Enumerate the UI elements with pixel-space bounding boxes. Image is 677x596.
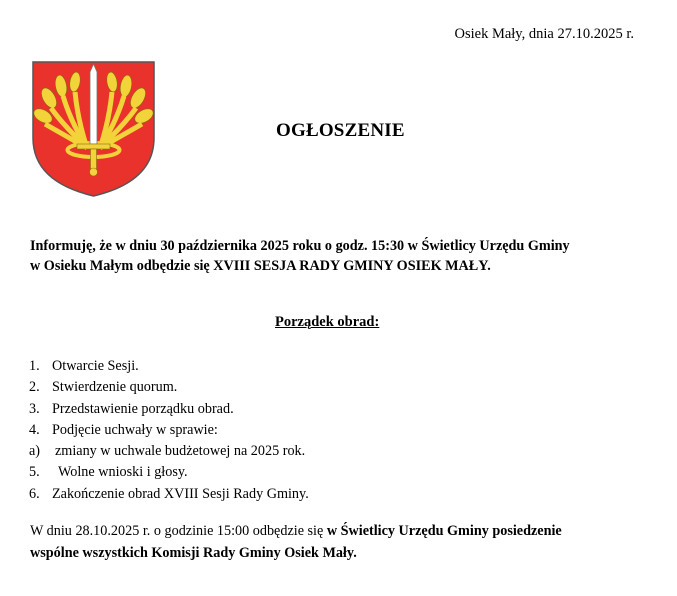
agenda-item-text: Stwierdzenie quorum. [52, 379, 178, 396]
agenda-item-text: Przedstawienie porządku obrad. [52, 400, 234, 417]
agenda-item-3 [29, 399, 309, 420]
agenda-item-text: Otwarcie Sesji. [52, 358, 139, 374]
coat-of-arms-logo [31, 60, 156, 198]
intro-paragraph [30, 236, 640, 276]
agenda-list [29, 356, 309, 505]
agenda-item-6 [29, 484, 309, 505]
agenda-heading: Porządek obrad: [275, 314, 380, 330]
agenda-item-number: 5. [29, 464, 40, 481]
agenda-item-5 [29, 462, 309, 483]
agenda-item-number: 6. [29, 485, 40, 502]
page-title: OGŁOSZENIE [276, 120, 405, 141]
agenda-subitem-a [29, 441, 309, 462]
agenda-item-number: 4. [29, 421, 40, 438]
note-line-1-bold: w Świetlicy Urzędu Gminy posiedzenie [326, 523, 562, 539]
intro-line-2: w Osieku Małym odbędzie się XVIII SESJA RADY GMINY OSIEK MAŁY. [30, 258, 491, 274]
agenda-item-1 [29, 356, 309, 377]
agenda-item-text: Zakończenie obrad XVIII Sesji Rady Gminy. [52, 485, 309, 502]
agenda-subitem-letter: a) [29, 443, 41, 460]
agenda-subitem-text: zmiany w uchwale budżetowej na 2025 rok. [55, 443, 306, 460]
committee-meeting-note [30, 520, 650, 564]
agenda-item-2 [29, 377, 309, 398]
agenda-item-4 [29, 420, 309, 441]
document-date: Osiek Mały, dnia 27.10.2025 r. [454, 26, 634, 42]
agenda-item-number: 3. [29, 400, 40, 417]
note-line-2: wspólne wszystkich Komisji Rady Gminy Osiek Mały. [30, 545, 357, 561]
intro-line-1: Informuję, że w dniu 30 października 2025 roku o godz. 15:30 w Świetlicy Urzędu Gminy [30, 238, 570, 254]
agenda-item-text: Podjęcie uchwały w sprawie: [52, 421, 218, 438]
agenda-item-text: Wolne wnioski i głosy. [58, 464, 188, 481]
note-line-1-regular: W dniu 28.10.2025 r. o godzinie 15:00 odbędzie się [30, 523, 327, 539]
agenda-item-number: 2. [29, 379, 40, 396]
agenda-item-number: 1. [29, 358, 40, 374]
note-line-1 [30, 520, 650, 542]
